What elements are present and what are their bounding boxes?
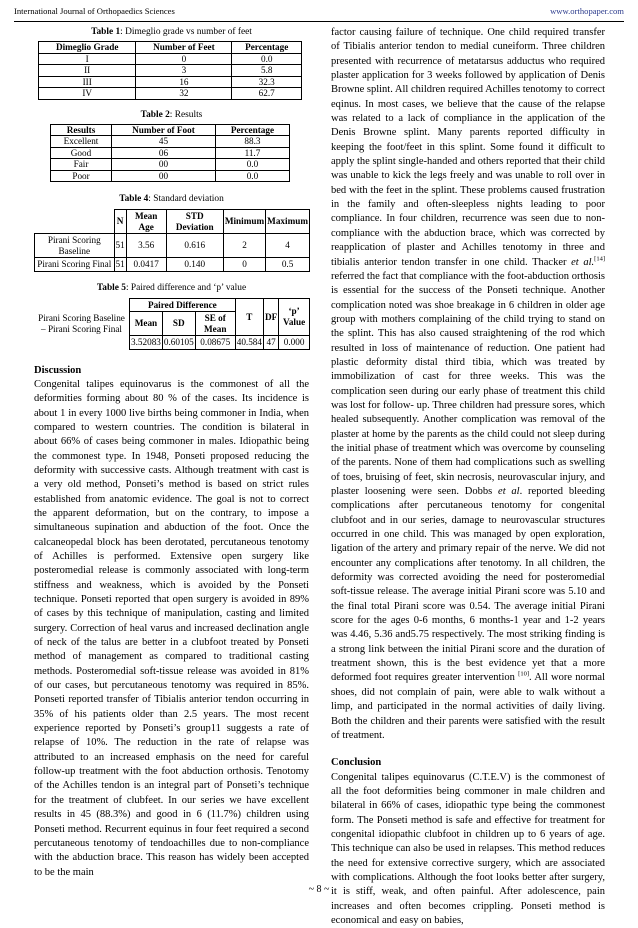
table-header: T bbox=[235, 298, 263, 336]
table-header: Mean bbox=[130, 312, 163, 336]
table4 bbox=[34, 209, 310, 272]
journal-url-link[interactable]: www.orthopaper.com bbox=[550, 6, 624, 16]
table-header: STD Deviation bbox=[166, 210, 223, 234]
table-row: Excellent 45 88.3 bbox=[51, 136, 290, 148]
table-header: Dimeglio Grade bbox=[39, 42, 136, 54]
table-row: III 16 32.3 bbox=[39, 76, 302, 88]
table2-caption: Table 2: Results bbox=[140, 109, 203, 120]
table-header: Mean Age bbox=[126, 210, 166, 234]
table-header: N bbox=[114, 210, 126, 234]
table-row: Pirani Scoring Baseline 51 3.56 0.616 2 4 bbox=[35, 234, 310, 258]
table-row: IV 32 62.7 bbox=[39, 88, 302, 100]
table-row: Pirani Scoring Final 51 0.0417 0.140 0 0.5 bbox=[35, 258, 310, 272]
table-header: Results bbox=[51, 124, 112, 136]
table-header: Percentage bbox=[232, 42, 302, 54]
table-header: Number of Feet bbox=[136, 42, 232, 54]
table-header: SD bbox=[162, 312, 195, 336]
discussion-continued-paragraph: factor causing failure of technique. One child required transfer of Tibialis anterior tendon to medial cuneiform. Three children presented with recurrence of metatarsus adductus who required plaster application for 3 weeks followed by application of Denis Browne splint. All children required Achilles tenotomy to correct eqinus. In most cases, we believe that the cause of the relapse was related to a lack of compliance in the application of the Denis Browne splint. Many parents reported difficulty in keeping the foot/feet in this splint. Some found it difficult to apply the splint single-handed and others reported that their child was unable to kick the legs freely and was unable to roll over in bed with the feet in the splint. These problems caused frustration in the family and often-sleepless nights leading to poor compliance. In four children, recurrence was seen due to non-compliance with the abduction brace, which was corrected by reapplication of plaster and Achilles tenotomy in three and tibialis anterior tendon transfer in one child. Thacker et al.[14] referred the fact that compliance with the foot-abduction orthosis is essential for the success of the Ponseti technique. Another complication noted was shoe breakage in 6 children in older age group with mothers complaining of the child trying to stand on the splint. This has also caused straightening of the rod which resulted in loss of maintenance of reduction. One patient had plastic deformity distal third tibia, which was treated by immobilization of cast for three weeks. This was the complication seen during our early phase of treatment this child was lost for follow- up. Three children had pressure sores, which healed subsequently. Another complication was removal of the plaster at home by the parents as the child could not sleep during the initial phase of treatment which was overcome by counseling of the parents. None of them had complications such as swelling of toes, bruising of feet, skin necrosis, neurovascular injury, and plaster loosening were seen. Dobbs et al. reported bleeding complications after percutaneous tenotomy for congenital clubfoot and in our series, damage to neurovascular structures occurred in one child. This was managed by open exploration, ligation of the artery and primary repair of the nerve. We did not encounter any complications after tenotomy. In all children, the deformity was corrected avoiding the need for posteromedial soft-tissue release. The average initial Pirani score was 5.10 and the final total Pirani score was 0.54. The average initial Pirani score for the ages 0-6 months, 6 months-1 year and 1-2 years was 4.46, 5.36 and5.75 respectively. The most striking finding is a strong link between the initial Pirani score and the duration of treatment shown, this is the best evidence yet that a more deformed foot requires greater intervention [10]. All wore normal shoes, did not complain of pain, were able to walk without a limp, and participated in the normal activities of daily living. Both the children and their parents were satisfied with the result of treatment. bbox=[331, 27, 606, 741]
discussion-paragraph: Congenital talipes equinovarus is the commonest of all the deformities forming about 80 % of the cases. Its incidence is about 1 in every 1000 live births being commoner in India, when compared to western countries. The condition is bilateral in about 66% of cases being commoner in males. Idiopathic being the commonest type. In 1948, Ponseti proposed reducing the deformity with successive casts. Although treatment with cast is a very old method, Ponseti’s method is based on strict rules established from anatomic evidence. The goal is not to correct the apparent deformation, but on the contrary, to impose a simultaneous supination and abduction of the foot. Once the calcaneopedal block has been derotated, percutaneous tenotomy of Achilles is performed. Extensive open surgery like posteromedial release is commonly associated with long-term stiffness and weakness, which is avoided by the Ponseti technique. Ponseti reported that open surgery is avoided in 89% of cases by this technique of manipulation, casting and limited surgery. Correction of heal varus and increased declination angle of neck of the talus are better in a clubfoot treated by Ponseti method of management as compared to traditional casting methods. Posteromedial soft-tissue release was avoided in 81% of our cases, but percutaneous tenotomy was required in 85%. Ponseti reported transfer of Tibialis anterior tendon occurring in 35% of his patients older than 2.5 years. The most recent experience reported by Ponseti’s group11 suggests a rate of relapse of 10%. The reduction in the rate of relapse was attributed to an increased emphasis on the need for careful follow-up treatment with the foot abduction orthosis. Tenotomy of the Achilles tendon is an integral part of Ponseti’s technique for the treatment of clubfeet. In our series we have excellent results in 45 (88.3%) and good in 6 (11.7%) children using Ponseti method. Recurrent equinus in four feet required a second percutaneous tenotomy of tendoachilles due to non-compliance with the abduction brace. This reason has widely been accepted to be the main bbox=[34, 378, 309, 878]
table-header: Maximum bbox=[266, 210, 310, 234]
table-header: Minimum bbox=[223, 210, 265, 234]
conclusion-heading: Conclusion bbox=[331, 757, 382, 769]
table-row: I 0 0.0 bbox=[39, 53, 302, 65]
table5-group-header: Paired Difference bbox=[130, 298, 236, 312]
table-header: ‘p’ Value bbox=[279, 298, 310, 336]
table5-caption: Table 5: Paired difference and ‘p’ value bbox=[96, 282, 247, 293]
table-header: Percentage bbox=[215, 124, 289, 136]
conclusion-paragraph: Congenital talipes equinovarus (C.T.E.V) is the commonest of all the foot deformities being commoner in male children and bilateral in 66% of cases, idiopathic type being the commonest form. The Ponseti method is safe and effective for treatment for congenital idiopathic clubfoot in children up to 6 years of age. This technique can also be used in relapses. This method reduces the need for extensive corrective surgery, which are associated with complications. Although the foot looks better after surgery, it is stiff, weak, and often painful. After adolescence, pain increases and often becomes crippling. Ponseti method is economical and easy on babies, bbox=[331, 771, 605, 926]
table-row: II 3 5.8 bbox=[39, 65, 302, 77]
citation-ref[interactable]: [14] bbox=[594, 255, 605, 262]
table1-caption: Table 1: Dimeglio grade vs number of feet bbox=[91, 27, 252, 37]
table-header: Number of Foot bbox=[112, 124, 216, 136]
table1 bbox=[38, 41, 302, 100]
table-row: Fair 00 0.0 bbox=[51, 159, 290, 171]
table-row: Good 06 11.7 bbox=[51, 147, 290, 159]
journal-title: International Journal of Orthopaedics Sciences bbox=[14, 6, 175, 16]
right-column bbox=[331, 26, 605, 928]
header-rule bbox=[14, 21, 624, 22]
running-header bbox=[14, 6, 624, 20]
table2 bbox=[50, 124, 290, 183]
table-header: DF bbox=[263, 298, 278, 336]
table5 bbox=[34, 298, 310, 350]
citation-ref[interactable]: [10] bbox=[518, 670, 530, 678]
table5-row-label: Pirani Scoring Baseline – Pirani Scoring Final bbox=[34, 298, 130, 349]
table4-caption: Table 4: Standard deviation bbox=[119, 194, 224, 204]
table-header: SE of Mean bbox=[195, 312, 235, 336]
table-header-empty bbox=[35, 210, 115, 234]
left-column bbox=[34, 26, 309, 880]
table-row: Poor 00 0.0 bbox=[51, 170, 290, 182]
discussion-heading: Discussion bbox=[34, 364, 82, 376]
table-row: 3.52083 0.60105 0.08675 40.584 47 0.000 bbox=[34, 336, 310, 350]
page-number: ~ 8 ~ bbox=[308, 884, 330, 895]
